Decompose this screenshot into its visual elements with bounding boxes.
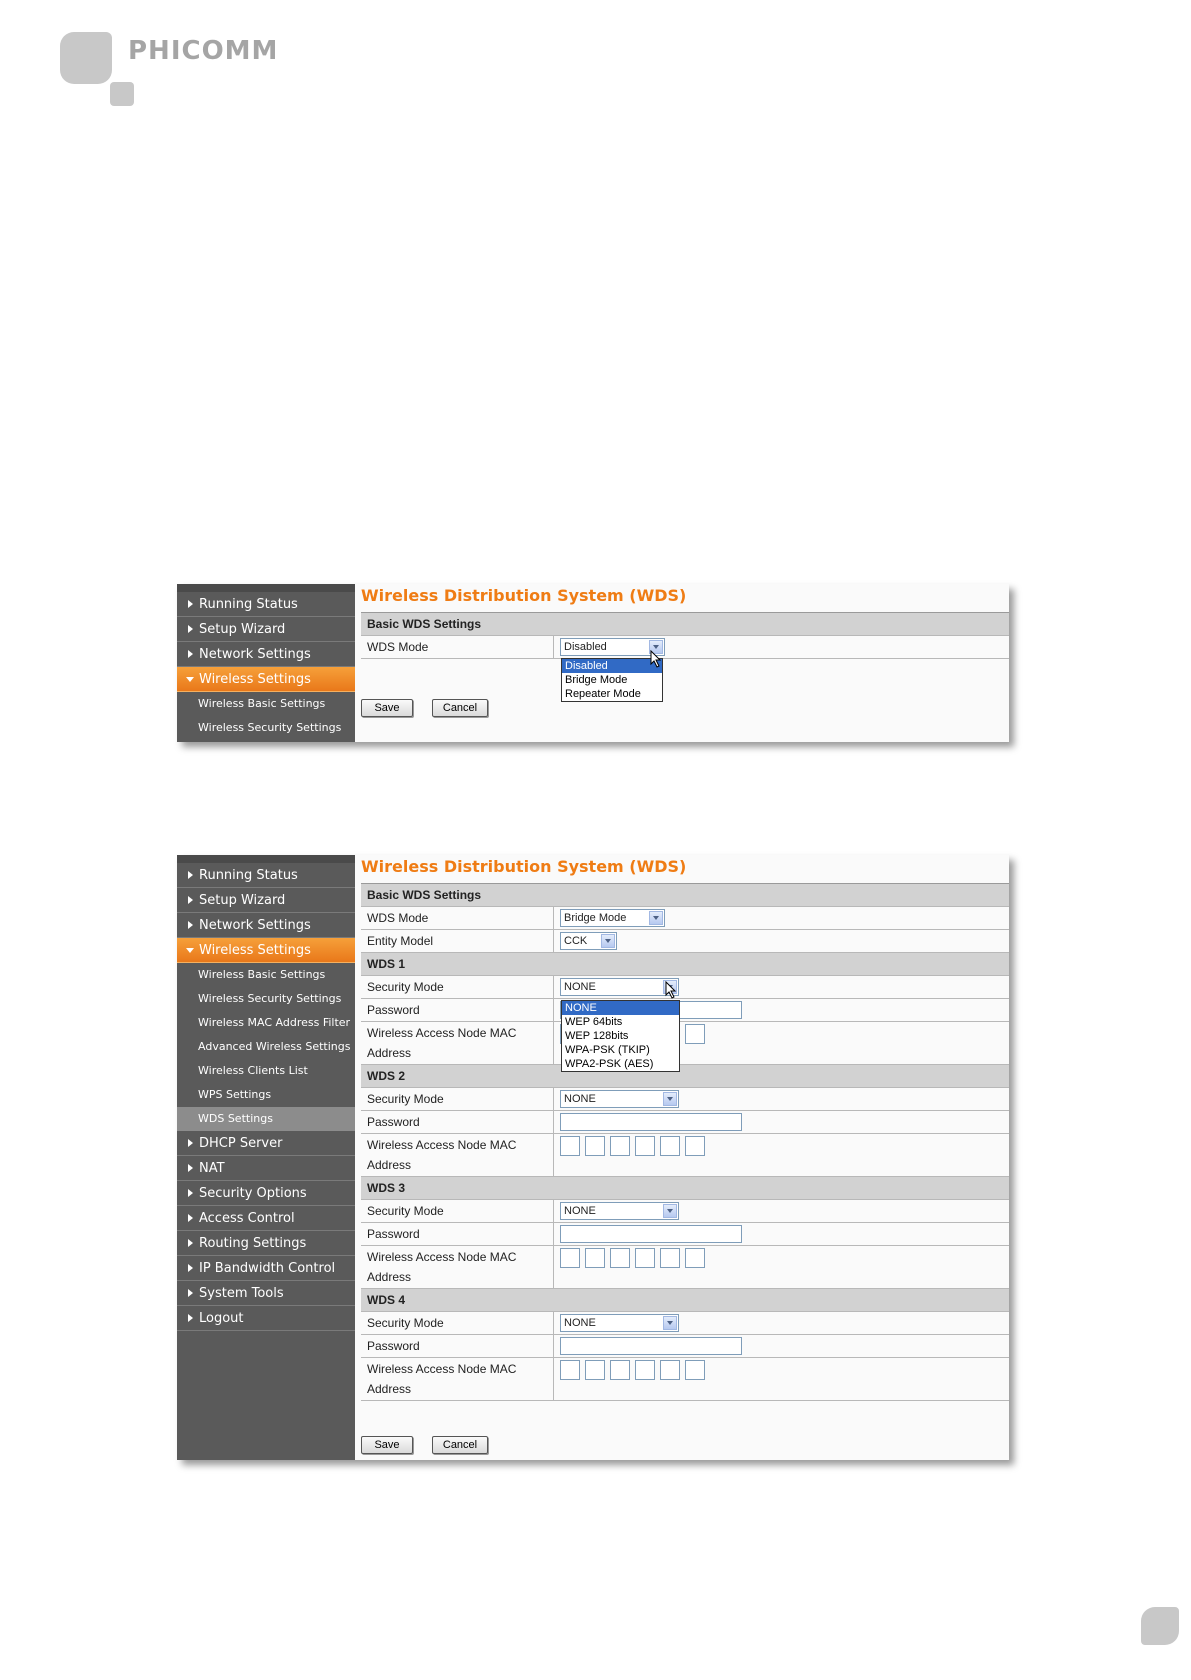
wds2-mac-octet-6[interactable] — [685, 1136, 705, 1156]
wds-form — [361, 883, 1009, 1401]
security-mode-label: Security Mode — [361, 976, 554, 999]
page-number-tab — [1141, 1607, 1179, 1645]
brand-name: PHICOMM — [128, 36, 279, 66]
save-button[interactable]: Save — [361, 1436, 413, 1454]
option-wep-128bits[interactable]: WEP 128bits — [565, 1030, 629, 1042]
chevron-down-icon[interactable] — [601, 934, 615, 948]
section-header-basic: Basic WDS Settings — [361, 613, 1009, 636]
sidebar-top-bar — [177, 584, 355, 592]
mac-label-line1: Wireless Access Node MAC — [367, 1026, 517, 1040]
cancel-button[interactable]: Cancel — [432, 699, 488, 717]
page-title: Wireless Distribution System (WDS) — [361, 586, 687, 605]
security-mode-value: NONE — [564, 1205, 596, 1217]
security-mode-value: NONE — [564, 1093, 596, 1105]
security-mode-label: Security Mode — [361, 1312, 554, 1335]
mac-label — [361, 1358, 554, 1401]
mac-label-line2: Address — [367, 1046, 412, 1060]
submenu-wireless-mac-address-filter[interactable]: Wireless MAC Address Filter — [198, 1016, 351, 1029]
page-title: Wireless Distribution System (WDS) — [361, 857, 687, 876]
entity-model-value: CCK — [564, 935, 588, 947]
submenu-advanced-wireless-settings[interactable]: Advanced Wireless Settings — [198, 1040, 351, 1053]
wds3-security-mode-select[interactable] — [560, 1202, 679, 1220]
sidebar-menu — [177, 855, 355, 1460]
entity-model-cell — [554, 930, 1010, 953]
wds4-security-mode-select[interactable] — [560, 1314, 679, 1332]
wds-form — [361, 612, 1009, 659]
wds3-password-input[interactable] — [560, 1225, 742, 1243]
logo-mark-small — [110, 82, 134, 106]
wds2-password-input[interactable] — [560, 1113, 742, 1131]
submenu-wds-settings[interactable]: WDS Settings — [177, 1107, 355, 1131]
sidebar-menu — [177, 584, 355, 742]
submenu-wps-settings[interactable]: WPS Settings — [198, 1088, 272, 1101]
wds4-mac-octet-3[interactable] — [610, 1360, 630, 1380]
menu-item-security-options[interactable]: Security Options — [177, 1181, 355, 1206]
wds-mode-label: WDS Mode — [361, 907, 554, 930]
wds-mode-cell — [554, 907, 1010, 930]
menu-item-running-status[interactable]: Running Status — [177, 863, 355, 888]
menu-item-nat[interactable]: NAT — [177, 1156, 355, 1181]
chevron-down-icon[interactable] — [649, 911, 663, 925]
menu-item-network-settings[interactable]: Network Settings — [177, 913, 355, 938]
menu-item-network-settings[interactable]: Network Settings — [177, 642, 355, 667]
wds1-mac-octet-6[interactable] — [685, 1024, 705, 1044]
password-cell — [554, 1223, 1010, 1246]
option-bridge-mode[interactable]: Bridge Mode — [565, 674, 628, 686]
password-cell — [554, 1111, 1010, 1134]
password-cell — [554, 1335, 1010, 1358]
wds-mode-value: Bridge Mode — [564, 912, 627, 924]
mac-label-line1: Wireless Access Node MAC — [367, 1138, 517, 1152]
option-disabled[interactable]: Disabled — [562, 659, 662, 673]
menu-item-access-control[interactable]: Access Control — [177, 1206, 355, 1231]
wds-mode-dropdown — [561, 658, 663, 702]
menu-item-setup-wizard[interactable]: Setup Wizard — [177, 888, 355, 913]
wds4-password-input[interactable] — [560, 1337, 742, 1355]
security-mode-value: NONE — [564, 981, 596, 993]
security-mode-cell — [554, 1312, 1010, 1335]
menu-item-running-status[interactable]: Running Status — [177, 592, 355, 617]
mac-cell — [554, 1358, 1010, 1401]
wds2-mac-octet-1[interactable] — [560, 1136, 580, 1156]
menu-item-logout[interactable]: Logout — [177, 1306, 355, 1331]
section-header-wds1: WDS 1 — [361, 953, 1009, 976]
phicomm-logo — [60, 32, 290, 112]
wds-mode-label: WDS Mode — [361, 636, 554, 659]
menu-item-system-tools[interactable]: System Tools — [177, 1281, 355, 1306]
wds4-mac-octet-5[interactable] — [660, 1360, 680, 1380]
mac-label — [361, 1022, 554, 1065]
wds1-security-mode-select[interactable] — [560, 978, 679, 996]
content-area — [361, 584, 1009, 742]
menu-item-setup-wizard[interactable]: Setup Wizard — [177, 617, 355, 642]
section-header-wds2: WDS 2 — [361, 1065, 1009, 1088]
entity-model-label: Entity Model — [361, 930, 554, 953]
option-wep-64bits[interactable]: WEP 64bits — [565, 1016, 623, 1028]
chevron-down-icon[interactable] — [663, 1092, 677, 1106]
mac-label — [361, 1134, 554, 1177]
wds3-mac-octet-6[interactable] — [685, 1248, 705, 1268]
wds2-mac-octet-2[interactable] — [585, 1136, 605, 1156]
mac-label-line2: Address — [367, 1158, 412, 1172]
mouse-cursor-icon — [650, 650, 662, 668]
security-mode-value: NONE — [564, 1317, 596, 1329]
menu-item-wireless-settings[interactable]: Wireless Settings — [177, 938, 355, 963]
submenu-wireless-basic-settings[interactable]: Wireless Basic Settings — [198, 968, 326, 981]
menu-item-ip-bandwidth-control[interactable]: IP Bandwidth Control — [177, 1256, 355, 1281]
wds-mode-value: Disabled — [564, 641, 607, 653]
option-wpa2-psk-aes[interactable]: WPA2-PSK (AES) — [565, 1058, 654, 1070]
password-label: Password — [361, 1111, 554, 1134]
entity-model-select[interactable] — [560, 932, 617, 950]
cancel-button[interactable]: Cancel — [432, 1436, 488, 1454]
wds-mode-select[interactable] — [560, 909, 665, 927]
mac-label-line2: Address — [367, 1382, 412, 1396]
password-label: Password — [361, 1223, 554, 1246]
wds2-security-mode-select[interactable] — [560, 1090, 679, 1108]
wds-screenshot-bridge — [177, 855, 1009, 1460]
submenu-wireless-clients-list[interactable]: Wireless Clients List — [198, 1064, 308, 1077]
wds4-mac-octet-6[interactable] — [685, 1360, 705, 1380]
chevron-down-icon[interactable] — [663, 1204, 677, 1218]
wds-screenshot-disabled — [177, 584, 1009, 742]
option-repeater-mode[interactable]: Repeater Mode — [565, 688, 641, 700]
sidebar-top-bar — [177, 855, 355, 863]
mac-label-line2: Address — [367, 1270, 412, 1284]
logo-mark — [60, 32, 112, 84]
security-mode-label: Security Mode — [361, 1200, 554, 1223]
security-mode-cell — [554, 1088, 1010, 1111]
section-header-basic: Basic WDS Settings — [361, 884, 1009, 907]
wds4-mac-octet-2[interactable] — [585, 1360, 605, 1380]
wds-mode-cell — [554, 636, 1010, 659]
wds2-mac-octet-4[interactable] — [635, 1136, 655, 1156]
mac-label — [361, 1246, 554, 1289]
mac-label-line1: Wireless Access Node MAC — [367, 1250, 517, 1264]
wds4-mac-octet-4[interactable] — [635, 1360, 655, 1380]
security-mode-cell — [554, 976, 1010, 999]
menu-item-routing-settings[interactable]: Routing Settings — [177, 1231, 355, 1256]
wds4-mac-octet-1[interactable] — [560, 1360, 580, 1380]
security-mode-cell — [554, 1200, 1010, 1223]
wds3-mac-octet-5[interactable] — [660, 1248, 680, 1268]
chevron-down-icon[interactable] — [663, 1316, 677, 1330]
mac-cell — [554, 1246, 1010, 1289]
wds3-mac-octet-1[interactable] — [560, 1248, 580, 1268]
mouse-cursor-icon — [665, 981, 677, 999]
mac-label-line1: Wireless Access Node MAC — [367, 1362, 517, 1376]
submenu-wireless-security-settings[interactable]: Wireless Security Settings — [198, 992, 342, 1005]
wds2-mac-octet-3[interactable] — [610, 1136, 630, 1156]
option-wpa-psk-tkip[interactable]: WPA-PSK (TKIP) — [565, 1044, 650, 1056]
password-label: Password — [361, 1335, 554, 1358]
content-area — [361, 855, 1009, 1460]
wds3-mac-octet-4[interactable] — [635, 1248, 655, 1268]
mac-cell — [554, 1134, 1010, 1177]
submenu-wireless-basic-settings[interactable]: Wireless Basic Settings — [198, 697, 326, 710]
security-mode-dropdown — [561, 1000, 680, 1072]
save-button[interactable]: Save — [361, 699, 413, 717]
submenu-wireless-security-settings[interactable]: Wireless Security Settings — [198, 721, 342, 734]
wds3-mac-octet-3[interactable] — [610, 1248, 630, 1268]
password-label: Password — [361, 999, 554, 1022]
section-header-wds3: WDS 3 — [361, 1177, 1009, 1200]
menu-item-wireless-settings[interactable]: Wireless Settings — [177, 667, 355, 692]
section-header-wds4: WDS 4 — [361, 1289, 1009, 1312]
security-mode-label: Security Mode — [361, 1088, 554, 1111]
wds3-mac-octet-2[interactable] — [585, 1248, 605, 1268]
menu-item-dhcp-server[interactable]: DHCP Server — [177, 1131, 355, 1156]
option-none[interactable]: NONE — [562, 1001, 679, 1015]
wds2-mac-octet-5[interactable] — [660, 1136, 680, 1156]
